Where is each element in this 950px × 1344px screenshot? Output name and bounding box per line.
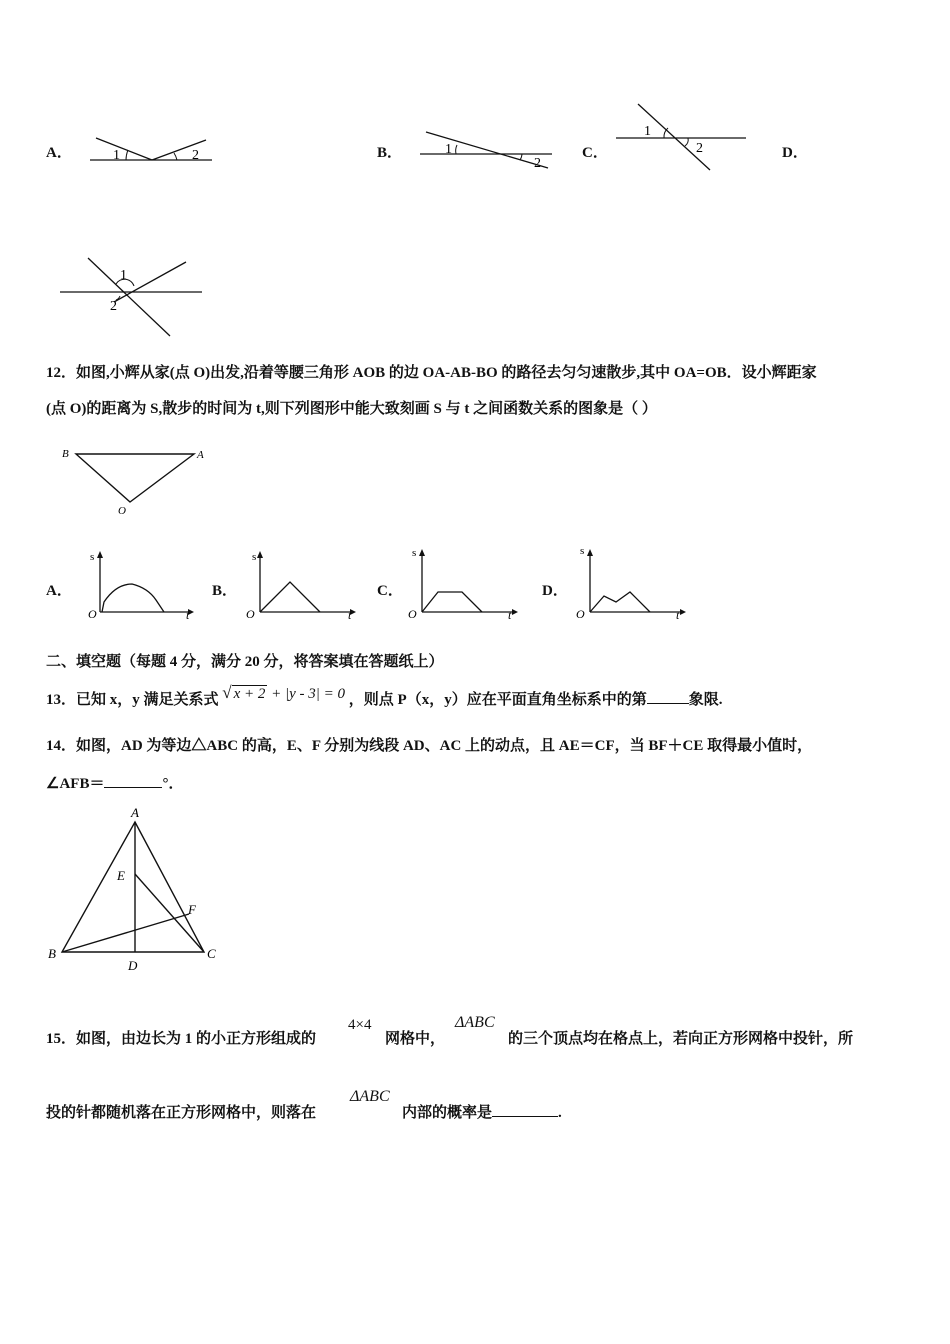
graph-c-t: t	[508, 608, 512, 620]
fig-a-angle-1: 1	[113, 148, 120, 163]
fig-c-angle-1: 1	[644, 124, 651, 139]
graph-c-o: O	[408, 607, 417, 620]
q12-option-c-label: C．	[377, 583, 403, 599]
q13-suffix: 象限.	[688, 692, 723, 708]
fig-c-angle-2: 2	[696, 141, 703, 156]
option-c-label: C．	[582, 145, 608, 161]
q12-triangle-figure	[58, 442, 214, 522]
q12-graph-c	[404, 546, 524, 620]
graph-b-t: t	[348, 608, 352, 620]
q13-text	[46, 683, 723, 709]
fig14-b: B	[48, 946, 56, 961]
graph-d-o: O	[576, 607, 585, 620]
q15-abc-1: ΔABC	[455, 1014, 495, 1031]
q13-mid: ，则点 P（x，y）应在平面直角坐标系中的第	[348, 692, 647, 708]
q14-line2-suffix: °．	[162, 776, 184, 792]
q12-option-d-label: D．	[542, 583, 568, 599]
q15-line2-a: 投的针都随机落在正方形网格中，则落在	[46, 1105, 317, 1121]
fig-b-angle-2: 2	[534, 156, 541, 171]
fig14-f: F	[188, 902, 196, 917]
fig14-c: C	[207, 946, 216, 961]
fig14-e: E	[117, 868, 125, 883]
q15-line1-b: 网格中，	[385, 1031, 446, 1047]
q12-option-a-label: A．	[46, 583, 72, 599]
tri-label-b: B	[62, 448, 69, 460]
q14-triangle-figure	[44, 802, 224, 978]
fig-a-angle-2: 2	[192, 148, 199, 163]
q12-text-line1: 12．如图,小辉从家(点 O)出发,沿着等腰三角形 AOB 的边 OA-AB-BO 的路径去匀匀速散步,其中 OA=OB．设小辉距家	[46, 365, 817, 381]
q13-expr-rest: + |y - 3| = 0	[271, 686, 346, 702]
option-a-label: A．	[46, 145, 72, 161]
q12-graph-d	[574, 544, 692, 620]
fig-d-angle-1: 1	[120, 268, 127, 283]
fig-b-angle-1: 1	[445, 142, 452, 157]
q15-answer-blank[interactable]	[492, 1116, 558, 1117]
fig14-d: D	[128, 958, 138, 973]
option-d-label: D．	[782, 145, 808, 161]
graph-b-o: O	[246, 607, 255, 620]
q12-option-b-label: B．	[212, 583, 238, 599]
q15-line2-c: .	[558, 1105, 562, 1121]
tri-label-o: O	[118, 505, 126, 517]
q11-figure-d	[58, 254, 206, 340]
graph-a-o: O	[88, 607, 97, 620]
q15-grid-size: 4×4	[348, 1017, 372, 1033]
q14-text-line2	[46, 772, 183, 793]
fig14-a: A	[131, 805, 139, 820]
q15-abc-2: ΔABC	[350, 1088, 390, 1105]
q15-line1-c: 的三个顶点均在格点上，若向正方形网格中投针，所	[508, 1031, 854, 1047]
graph-d-t: t	[676, 608, 680, 620]
q13-prefix: 13．已知 x，y 满足关系式	[46, 692, 219, 708]
q15-line1-a: 15．如图，由边长为 1 的小正方形组成的	[46, 1031, 317, 1047]
q13-answer-blank[interactable]	[647, 703, 689, 704]
fig-d-angle-2: 2	[110, 299, 117, 314]
q14-answer-blank[interactable]	[104, 787, 162, 788]
q15-line2-rest	[402, 1101, 562, 1122]
graph-a-t: t	[186, 608, 190, 620]
q12-graph-a	[86, 546, 196, 620]
graph-a-s: s	[90, 551, 95, 563]
q11-figure-a	[86, 132, 216, 168]
graph-d-s: s	[580, 545, 585, 557]
section-title: 二、填空题（每题 4 分，满分 20 分，将答案填在答题纸上）	[46, 654, 444, 670]
tri-label-a: A	[197, 449, 204, 461]
q14-text-line1: 14．如图，AD 为等边△ABC 的高，E、F 分别为线段 AD、AC 上的动点，且 AE＝CF，当 BF＋CE 取得最小值时，	[46, 738, 813, 754]
q14-line2-prefix: ∠AFB＝	[46, 776, 105, 792]
graph-c-s: s	[412, 547, 417, 559]
option-b-label: B．	[377, 145, 403, 161]
graph-b-s: s	[252, 551, 257, 563]
q12-text-line2: (点 O)的距离为 S,散步的时间为 t,则下列图形中能大致刻画 S 与 t 之间函数关系的图象是（ ）	[46, 401, 657, 417]
q12-graph-b	[240, 546, 360, 620]
q13-sqrt-expr: x + 2	[233, 686, 266, 702]
q13-equation: √ x + 2 + |y - 3| = 0	[222, 683, 346, 702]
q11-figure-b	[416, 126, 556, 172]
q11-figure-c	[614, 100, 750, 172]
q15-line2-b: 内部的概率是	[402, 1105, 493, 1121]
